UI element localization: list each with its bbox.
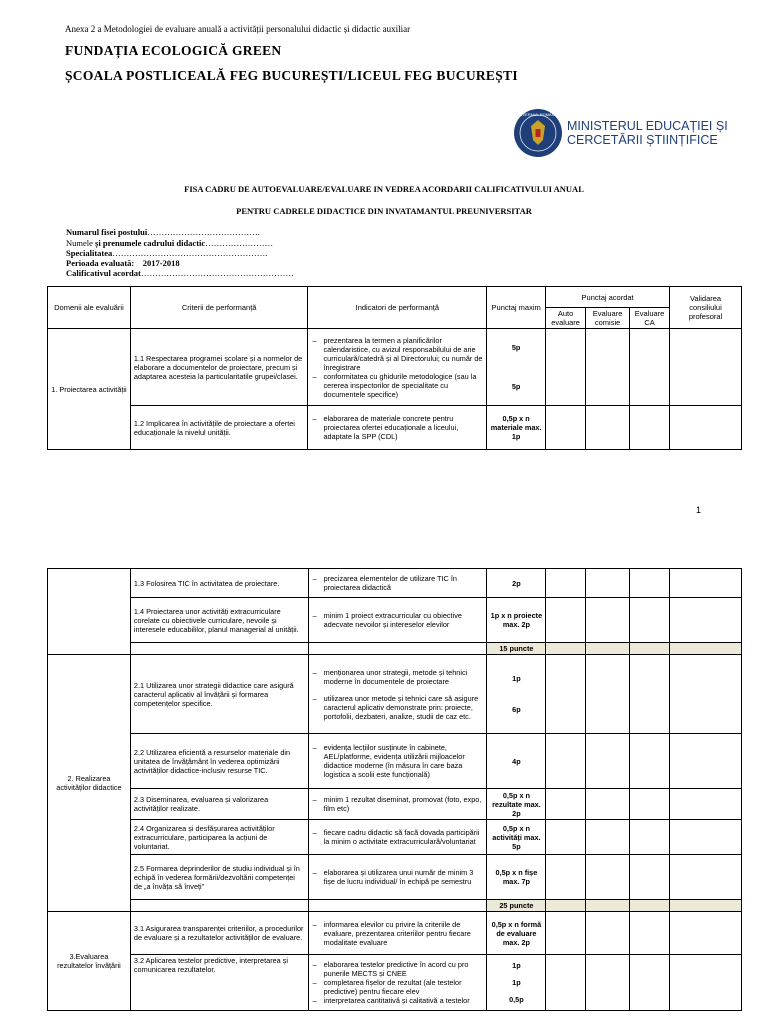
indicator-item: – utilizarea unor metode și tehnici care să asigure caracterul aplicativ demonstrate prin: proiecte, portofolii, dezbateri, analize, studii de caz etc. bbox=[324, 694, 484, 721]
validation-input[interactable] bbox=[670, 820, 742, 855]
post-number-dots[interactable]: …………………………………. bbox=[147, 227, 260, 237]
qual-label-bold: acordat bbox=[112, 268, 141, 278]
indicators-cell bbox=[308, 955, 487, 1011]
score-value: 0,5p bbox=[509, 995, 524, 1004]
indicator-item: – elaborarea testelor predictive în acord cu pro punerile MECTS și CNEE bbox=[324, 960, 484, 978]
qual-dots[interactable]: ……………………………………………… bbox=[140, 268, 294, 278]
empty-cell bbox=[670, 900, 742, 912]
validation-input[interactable] bbox=[670, 329, 742, 406]
indicator-item: – elaborarea și utilizarea unui număr de minim 3 fișe de lucru individual/ în echipă pe semestru bbox=[324, 868, 484, 886]
table-row bbox=[48, 955, 742, 1011]
table-row bbox=[48, 855, 742, 900]
self-eval-input[interactable] bbox=[546, 734, 586, 789]
indicator-item: – minim 1 rezultat diseminat, promovat (foto, expo, film etc) bbox=[324, 795, 484, 813]
score-cell: 0,5p x n activități max. 5p bbox=[487, 820, 546, 855]
domain-cell: 3.Evaluarea rezultatelor învățării bbox=[48, 912, 131, 1011]
validation-input[interactable] bbox=[670, 955, 742, 1011]
evaluation-table-page2 bbox=[47, 568, 742, 1011]
logo-text: GUVERNUL ROMÂNIEI bbox=[516, 112, 560, 117]
validation-input[interactable] bbox=[670, 855, 742, 900]
score-cell: 1p x n proiecte max. 2p bbox=[487, 598, 546, 643]
subtotal-cell: 25 puncte bbox=[487, 900, 546, 912]
form-title: FISA CADRU DE AUTOEVALUARE/EVALUARE IN VEDREA ACORDARII CALIFICATIVULUI ANUAL bbox=[184, 184, 584, 194]
committee-eval-input[interactable] bbox=[586, 569, 630, 598]
self-eval-input[interactable] bbox=[546, 406, 586, 450]
ca-eval-input[interactable] bbox=[630, 912, 670, 955]
score-value: 5p bbox=[511, 343, 521, 352]
validation-input[interactable] bbox=[670, 655, 742, 734]
criteria-cell: 3.2 Aplicarea testelor predictive, interpretarea și comunicarea rezultatelor. bbox=[130, 955, 308, 1011]
committee-eval-input[interactable] bbox=[586, 855, 630, 900]
empty-cell bbox=[546, 900, 586, 912]
name-label-pre: Numele bbox=[66, 238, 96, 248]
criteria-cell: 2.1 Utilizarea unor strategii didactice care asigură caracterul aplicativ al învățării și formarea competențelor specifice. bbox=[130, 655, 308, 734]
school-name: ȘCOALA POSTLICEALĂ FEG BUCUREȘTI/LICEUL FEG BUCUREȘTI bbox=[65, 68, 518, 83]
committee-eval-input[interactable] bbox=[586, 789, 630, 820]
indicators-cell bbox=[308, 406, 487, 450]
header-validation: Validarea consiliului profesoral bbox=[670, 287, 742, 329]
ca-eval-input[interactable] bbox=[630, 598, 670, 643]
ministry-name bbox=[567, 119, 728, 147]
indicator-item: – evidența lecțiilor susținute în cabinete, AEL/platforme, evidența utilizării mijloacelor didactice moderne (în măsura în care baza logistica a scolii este funcțională) bbox=[324, 743, 484, 779]
specialty-field bbox=[66, 248, 267, 258]
table-row bbox=[48, 406, 742, 450]
qual-label-pre: Calificativul bbox=[66, 268, 113, 278]
empty-cell bbox=[630, 900, 670, 912]
domain-cell: 1. Proiectarea activității bbox=[48, 329, 131, 450]
ca-eval-input[interactable] bbox=[630, 655, 670, 734]
criteria-cell: 1.2 Implicarea în activitățile de proiectare a ofertei educaționale la nivelul unității. bbox=[130, 406, 308, 450]
domain-cell-continued bbox=[48, 569, 131, 655]
validation-input[interactable] bbox=[670, 406, 742, 450]
self-eval-input[interactable] bbox=[546, 598, 586, 643]
criteria-cell: 2.3 Diseminarea, evaluarea și valorizarea activităților realizate. bbox=[130, 789, 308, 820]
subtotal-cell: 15 puncte bbox=[487, 643, 546, 655]
table-row bbox=[48, 329, 742, 406]
indicators-cell bbox=[308, 569, 487, 598]
validation-input[interactable] bbox=[670, 789, 742, 820]
post-number-field bbox=[66, 227, 260, 237]
score-value: 1p bbox=[512, 961, 521, 970]
criteria-cell: 1.4 Proiectarea unor activități extracurriculare corelate cu obiectivele curriculare, nevoile și interesele educabililor, planul managerial al unității. bbox=[130, 598, 308, 643]
score-cell bbox=[487, 655, 546, 734]
self-eval-input[interactable] bbox=[546, 329, 586, 406]
criteria-cell: 2.4 Organizarea și desfășurarea activităților extracurriculare, participarea la acțiuni de voluntariat. bbox=[130, 820, 308, 855]
criteria-cell: 3.1 Asigurarea transparenței criteriilor, a procedurilor de evaluare și a rezultatelor activităților de evaluare. bbox=[130, 912, 308, 955]
score-cell: 0,5p x n fișe max. 7p bbox=[487, 855, 546, 900]
empty-cell bbox=[130, 900, 308, 912]
ministry-line-2: CERCETĂRII ȘTIINȚIFICE bbox=[567, 133, 718, 147]
header-awarded: Punctaj acordat bbox=[546, 287, 670, 308]
self-eval-input[interactable] bbox=[546, 789, 586, 820]
table-header-row bbox=[48, 287, 742, 308]
subtotal-row bbox=[48, 643, 742, 655]
specialty-dots[interactable]: ………………………………………………. bbox=[112, 248, 268, 258]
header-ca-eval: Evaluare CA bbox=[630, 308, 670, 329]
score-value: 5p bbox=[511, 382, 521, 391]
criteria-cell: 1.1 Respectarea programei școlare și a normelor de elaborare a documentelor de proiectare, precum și adaptarea acesteia la particularitatile grupei/clasei. bbox=[130, 329, 308, 406]
criteria-cell: 1.3 Folosirea TIC în activitatea de proiectare. bbox=[130, 569, 308, 598]
indicators-cell bbox=[308, 598, 487, 643]
score-cell: 4p bbox=[487, 734, 546, 789]
table-row bbox=[48, 734, 742, 789]
self-eval-input[interactable] bbox=[546, 912, 586, 955]
indicators-cell bbox=[308, 329, 487, 406]
qualification-field bbox=[66, 268, 294, 278]
table-row bbox=[48, 912, 742, 955]
annex-note: Anexa 2 a Metodologiei de evaluare anuală a activității personalului didactic și didactic auxiliar bbox=[65, 24, 411, 34]
validation-input[interactable] bbox=[670, 734, 742, 789]
committee-eval-input[interactable] bbox=[586, 955, 630, 1011]
indicator-item: – prezentarea la termen a planificărilor calendaristice, cu avizul responsabilului de arie curriculară/catedră și al Directorului; cu număr de înregistrare bbox=[323, 336, 483, 372]
ca-eval-input[interactable] bbox=[630, 569, 670, 598]
indicators-cell bbox=[308, 820, 487, 855]
indicator-item: – precizarea elementelor de utilizare TIC în proiectarea didactică bbox=[324, 574, 484, 592]
indicators-cell bbox=[308, 855, 487, 900]
government-seal-logo bbox=[512, 107, 564, 159]
committee-eval-input[interactable] bbox=[586, 406, 630, 450]
ca-eval-input[interactable] bbox=[630, 955, 670, 1011]
self-eval-input[interactable] bbox=[546, 820, 586, 855]
table-row bbox=[48, 820, 742, 855]
committee-eval-input[interactable] bbox=[586, 734, 630, 789]
empty-cell bbox=[308, 643, 487, 655]
score-cell: 0,5p x n materiale max. 1p bbox=[487, 406, 546, 450]
table-row bbox=[48, 598, 742, 643]
committee-eval-input[interactable] bbox=[586, 598, 630, 643]
score-value: 1p bbox=[512, 674, 521, 683]
validation-input[interactable] bbox=[670, 598, 742, 643]
empty-cell bbox=[546, 643, 586, 655]
ca-eval-input[interactable] bbox=[630, 820, 670, 855]
table-row bbox=[48, 789, 742, 820]
header-self-eval: Auto evaluare bbox=[546, 308, 586, 329]
name-field bbox=[66, 238, 273, 248]
score-cell: 0,5p x n formă de evaluare max. 2p bbox=[487, 912, 546, 955]
foundation-name: FUNDAȚIA ECOLOGICĂ GREEN bbox=[65, 43, 282, 58]
empty-cell bbox=[630, 643, 670, 655]
form-subtitle: PENTRU CADRELE DIDACTICE DIN INVATAMANTUL PREUNIVERSITAR bbox=[236, 206, 532, 216]
indicator-item: – informarea elevilor cu privire la criteriile de evaluare, prezentarea criteriilor pentru fiecare modalitate evaluare bbox=[324, 920, 484, 947]
ca-eval-input[interactable] bbox=[630, 329, 670, 406]
score-value: 1p bbox=[512, 978, 521, 987]
ca-eval-input[interactable] bbox=[630, 855, 670, 900]
empty-cell bbox=[670, 643, 742, 655]
indicator-item: – completarea fișelor de rezultat (ale testelor predictive) pentru fiecare elev bbox=[324, 978, 484, 996]
evaluation-table-page1 bbox=[47, 286, 742, 450]
indicator-item: – minim 1 proiect extracurricular cu obiective adecvate nevoilor și intereselor elevilor bbox=[324, 611, 484, 629]
indicators-cell bbox=[308, 734, 487, 789]
indicator-item: – menționarea unor strategii, metode și tehnici moderne în documentele de proiectare bbox=[324, 668, 484, 686]
indicators-cell bbox=[308, 912, 487, 955]
empty-cell bbox=[586, 643, 630, 655]
subtotal-row bbox=[48, 900, 742, 912]
table-row bbox=[48, 569, 742, 598]
score-cell: 2p bbox=[487, 569, 546, 598]
indicator-item: – fiecare cadru didactic să facă dovada participării la minim o activitate extracurriculară/voluntariat bbox=[324, 828, 484, 846]
validation-input[interactable] bbox=[670, 912, 742, 955]
committee-eval-input[interactable] bbox=[586, 655, 630, 734]
ca-eval-input[interactable] bbox=[630, 406, 670, 450]
score-cell: 0,5p x n rezultate max. 2p bbox=[487, 789, 546, 820]
ministry-line-1: MINISTERUL EDUCAȚIEI ȘI bbox=[567, 119, 728, 133]
score-cell bbox=[487, 329, 546, 406]
self-eval-input[interactable] bbox=[546, 955, 586, 1011]
specialty-label: Specialitatea bbox=[66, 248, 113, 258]
ca-eval-input[interactable] bbox=[630, 734, 670, 789]
score-value: 6p bbox=[512, 705, 521, 714]
committee-eval-input[interactable] bbox=[586, 329, 630, 406]
header-indicators: Indicatori de performanță bbox=[308, 287, 487, 329]
header-criteria: Criterii de performanță bbox=[130, 287, 308, 329]
name-label-bold: și prenumele cadrului didactic bbox=[95, 238, 206, 248]
indicator-item: – interpretarea cantitativă și calitativă a testelor bbox=[324, 996, 484, 1005]
empty-cell bbox=[308, 900, 487, 912]
self-eval-input[interactable] bbox=[546, 655, 586, 734]
period-value: 2017-2018 bbox=[142, 258, 180, 268]
score-cell bbox=[487, 955, 546, 1011]
indicator-item: – conformitatea cu ghidurile metodologice (sau la cererea inspectorilor de specialitate cu documentele specifice) bbox=[323, 372, 483, 399]
criteria-cell: 2.2 Utilizarea eficientă a resurselor materiale din unitatea de învățământ în vederea optimizării activităților didactice-inclusiv resurse TIC. bbox=[130, 734, 308, 789]
committee-eval-input[interactable] bbox=[586, 912, 630, 955]
self-eval-input[interactable] bbox=[546, 855, 586, 900]
page-number: 1 bbox=[696, 505, 702, 515]
table-row bbox=[48, 655, 742, 734]
header-domain: Domenii ale evaluării bbox=[48, 287, 131, 329]
self-eval-input[interactable] bbox=[546, 569, 586, 598]
name-dots[interactable]: …………………… bbox=[205, 238, 274, 248]
domain-cell: 2. Realizarea activităților didactice bbox=[48, 655, 131, 912]
header-max-score: Punctaj maxim bbox=[487, 287, 546, 329]
validation-input[interactable] bbox=[670, 569, 742, 598]
post-number-label: Numarul fisei postului bbox=[66, 227, 148, 237]
period-label: Perioada evaluată: bbox=[66, 258, 135, 268]
indicator-item: – elaborarea de materiale concrete pentru proiectarea ofertei educaționale a liceului, adaptate la SPP (CDL) bbox=[323, 414, 483, 441]
indicators-cell bbox=[308, 655, 487, 734]
period-field bbox=[66, 258, 180, 268]
empty-cell bbox=[130, 643, 308, 655]
committee-eval-input[interactable] bbox=[586, 820, 630, 855]
criteria-cell: 2.5 Formarea deprinderilor de studiu individual și în echipă în vederea formării/dezvoltării competenței de „a învăța să înveți” bbox=[130, 855, 308, 900]
ca-eval-input[interactable] bbox=[630, 789, 670, 820]
indicators-cell bbox=[308, 789, 487, 820]
empty-cell bbox=[586, 900, 630, 912]
header-committee-eval: Evaluare comisie bbox=[586, 308, 630, 329]
